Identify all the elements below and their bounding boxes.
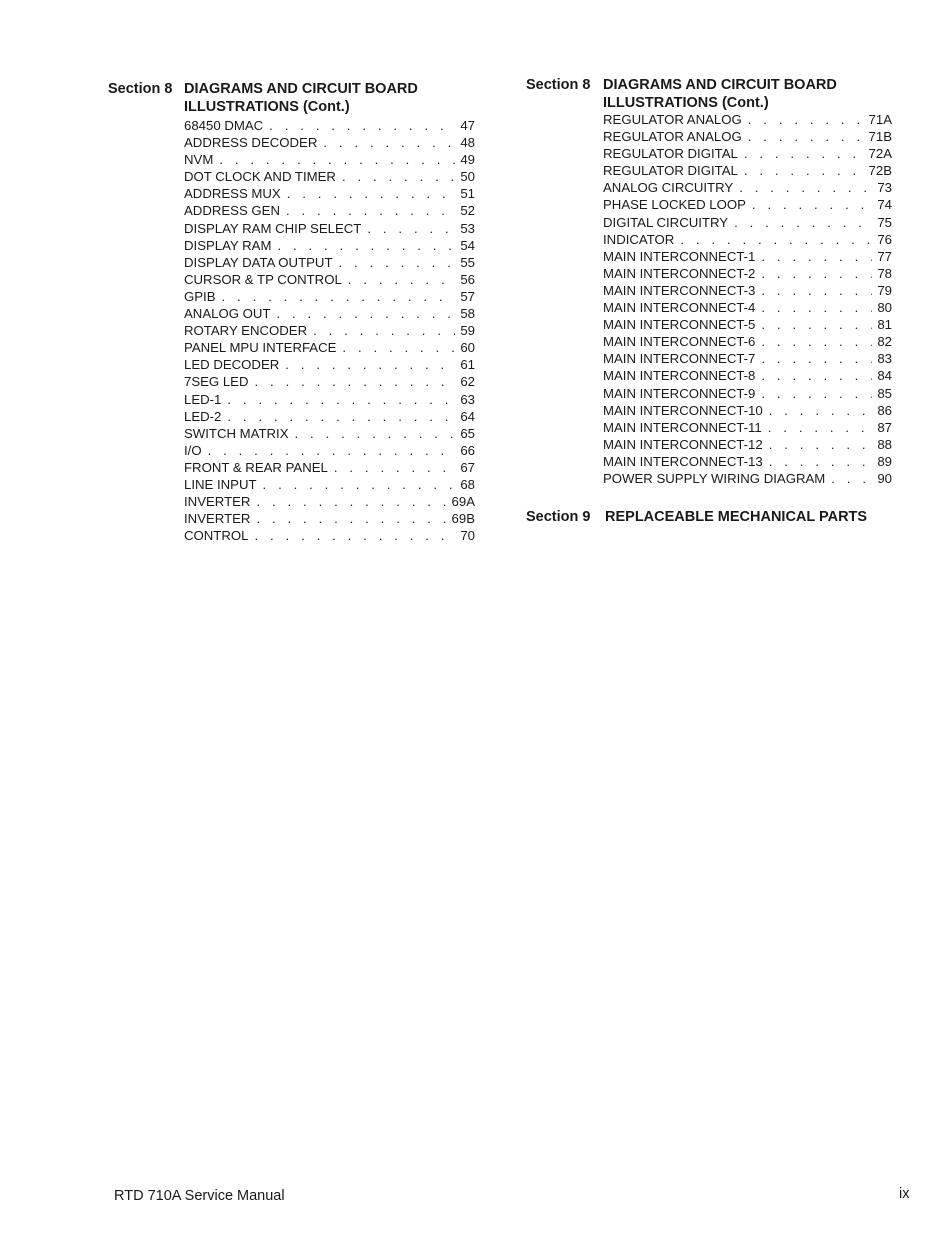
toc-entry-page: 47 xyxy=(460,118,475,133)
right-entry-list xyxy=(603,111,892,487)
toc-entry-title: 68450 DMAC xyxy=(184,118,264,133)
dot-leader xyxy=(748,128,867,145)
toc-entry-title: LINE INPUT xyxy=(184,476,257,492)
toc-entry-page: 79 xyxy=(877,282,892,298)
dot-leader xyxy=(219,151,455,168)
section-title-line2: ILLUSTRATIONS (Cont.) xyxy=(603,95,769,111)
dot-leader xyxy=(831,470,872,487)
toc-entry xyxy=(603,385,892,402)
dot-leader xyxy=(761,248,872,265)
toc-entry xyxy=(603,470,892,487)
toc-entry-page: 70 xyxy=(460,528,475,544)
toc-entry-page: 72B xyxy=(868,163,892,179)
toc-entry-title: DOT CLOCK AND TIMER xyxy=(184,169,336,185)
toc-entry-page: 81 xyxy=(877,317,892,333)
toc-entry-page: 75 xyxy=(877,214,892,230)
dot-leader xyxy=(739,179,872,196)
toc-entry xyxy=(184,168,475,185)
toc-entry-title: DISPLAY DATA OUTPUT xyxy=(184,254,333,270)
toc-entry xyxy=(603,214,892,231)
dot-leader xyxy=(769,436,872,453)
dot-leader xyxy=(208,442,455,459)
toc-entry xyxy=(184,373,475,390)
toc-entry-page: 56 xyxy=(460,271,475,287)
toc-entry xyxy=(603,350,892,367)
toc-entry xyxy=(184,391,475,408)
toc-entry xyxy=(184,527,475,544)
toc-entry-page: 90 xyxy=(877,470,892,486)
toc-entry-page: 76 xyxy=(877,231,892,247)
toc-entry-title: REGULATOR ANALOG xyxy=(603,112,742,127)
section9-title: REPLACEABLE MECHANICAL PARTS xyxy=(605,509,868,526)
toc-entry-page: 66 xyxy=(460,442,475,458)
toc-entry xyxy=(603,162,892,179)
dot-leader xyxy=(680,231,872,248)
dot-leader xyxy=(276,305,455,322)
dot-leader xyxy=(269,117,455,134)
toc-entry xyxy=(603,316,892,333)
toc-entry xyxy=(603,248,892,265)
section-title-line1: DIAGRAMS AND CIRCUIT BOARD xyxy=(603,77,837,93)
dot-leader xyxy=(769,453,872,470)
toc-entry-title: DIGITAL CIRCUITRY xyxy=(603,214,729,230)
right-toc-column xyxy=(526,76,892,526)
toc-entry-title: REGULATOR ANALOG xyxy=(603,129,742,145)
dot-leader xyxy=(287,185,455,202)
toc-entry-page: 60 xyxy=(460,340,475,356)
dot-leader xyxy=(761,367,872,384)
toc-entry-page: 59 xyxy=(460,323,475,339)
toc-entry xyxy=(603,179,892,196)
toc-entry-title: ANALOG CIRCUITRY xyxy=(603,180,734,196)
toc-entry-title: INVERTER xyxy=(184,511,251,527)
left-entry-list xyxy=(184,117,475,544)
toc-entry xyxy=(184,288,475,305)
toc-entry-page: 82 xyxy=(877,334,892,350)
toc-entry-title: FRONT & REAR PANEL xyxy=(184,459,328,475)
dot-leader xyxy=(339,254,455,271)
dot-leader xyxy=(254,527,455,544)
toc-entry-title: I/O xyxy=(184,442,202,458)
toc-entry-title: MAIN INTERCONNECT-11 xyxy=(603,419,762,435)
toc-entry-title: MAIN INTERCONNECT-2 xyxy=(603,265,756,281)
toc-entry xyxy=(603,128,892,145)
dot-leader xyxy=(256,493,449,510)
toc-entry xyxy=(184,442,475,459)
toc-entry xyxy=(184,510,475,527)
toc-entry-title: MAIN INTERCONNECT-7 xyxy=(603,351,756,367)
toc-entry-page: 68 xyxy=(460,476,475,492)
dot-leader xyxy=(769,402,872,419)
left-section-heading xyxy=(108,80,475,116)
dot-leader xyxy=(342,339,455,356)
toc-entry-page: 54 xyxy=(460,237,475,253)
toc-entry-title: INDICATOR xyxy=(603,231,675,247)
dot-leader xyxy=(744,145,867,162)
toc-entry-page: 48 xyxy=(460,135,475,151)
dot-leader xyxy=(761,333,872,350)
toc-entry-page: 55 xyxy=(460,254,475,270)
toc-entry-title: GPIB xyxy=(184,288,216,304)
dot-leader xyxy=(334,459,455,476)
dot-leader xyxy=(348,271,455,288)
left-toc-column xyxy=(108,80,475,544)
toc-entry-title: PHASE LOCKED LOOP xyxy=(603,197,746,213)
dot-leader xyxy=(263,476,455,493)
toc-entry-page: 62 xyxy=(460,374,475,390)
toc-entry-title: PANEL MPU INTERFACE xyxy=(184,340,337,356)
dot-leader xyxy=(222,288,455,305)
toc-entry xyxy=(603,436,892,453)
toc-entry-page: 64 xyxy=(460,408,475,424)
toc-entry xyxy=(184,254,475,271)
toc-entry-title: MAIN INTERCONNECT-1 xyxy=(603,248,756,264)
toc-entry xyxy=(184,271,475,288)
toc-entry-title: MAIN INTERCONNECT-9 xyxy=(603,385,756,401)
section9-heading xyxy=(526,508,892,526)
toc-entry-page: 83 xyxy=(877,351,892,367)
toc-entry-page: 57 xyxy=(460,288,475,304)
toc-entry-title: MAIN INTERCONNECT-3 xyxy=(603,282,756,298)
toc-entry-page: 77 xyxy=(877,248,892,264)
toc-entry xyxy=(603,196,892,213)
toc-entry xyxy=(184,305,475,322)
toc-entry-page: 63 xyxy=(460,391,475,407)
toc-entry-title: CURSOR & TP CONTROL xyxy=(184,271,342,287)
toc-entry xyxy=(184,220,475,237)
toc-entry-title: NVM xyxy=(184,152,214,168)
toc-entry-title: MAIN INTERCONNECT-10 xyxy=(603,402,763,418)
toc-entry-page: 61 xyxy=(460,357,475,373)
toc-entry xyxy=(603,419,892,436)
toc-entry xyxy=(184,425,475,442)
toc-entry-page: 72A xyxy=(868,146,892,162)
section-label: Section 8 xyxy=(526,77,591,93)
dot-leader xyxy=(285,356,455,373)
toc-entry-page: 50 xyxy=(460,169,475,185)
toc-entry-page: 71A xyxy=(868,112,892,127)
toc-entry-page: 84 xyxy=(877,368,892,384)
toc-entry-title: ANALOG OUT xyxy=(184,306,271,322)
toc-entry xyxy=(184,237,475,254)
section-title-line2: ILLUSTRATIONS (Cont.) xyxy=(184,99,350,115)
toc-entry-page: 87 xyxy=(877,419,892,435)
toc-entry-title: REGULATOR DIGITAL xyxy=(603,163,738,179)
toc-entry-title: LED-1 xyxy=(184,391,222,407)
right-section-heading xyxy=(526,76,892,112)
toc-entry-page: 71B xyxy=(868,129,892,145)
dot-leader xyxy=(768,419,872,436)
toc-entry-page: 78 xyxy=(877,265,892,281)
toc-entry-title: MAIN INTERCONNECT-6 xyxy=(603,334,756,350)
toc-entry xyxy=(603,282,892,299)
toc-entry-page: 89 xyxy=(877,453,892,469)
toc-entry-title: MAIN INTERCONNECT-5 xyxy=(603,317,756,333)
toc-entry-page: 69B xyxy=(451,511,475,527)
toc-entry xyxy=(184,476,475,493)
toc-entry xyxy=(184,117,475,134)
toc-entry-page: 85 xyxy=(877,385,892,401)
toc-entry-title: LED-2 xyxy=(184,408,222,424)
dot-leader xyxy=(256,510,449,527)
toc-entry-title: ADDRESS GEN xyxy=(184,203,280,219)
toc-entry-title: INVERTER xyxy=(184,494,251,510)
toc-entry xyxy=(184,322,475,339)
page-number: ix xyxy=(899,1186,910,1202)
toc-entry-page: 86 xyxy=(877,402,892,418)
dot-leader xyxy=(748,111,867,128)
dot-leader xyxy=(295,425,455,442)
section9-label: Section 9 xyxy=(526,509,591,526)
section-label: Section 8 xyxy=(108,81,173,97)
manual-title-footer: RTD 710A Service Manual xyxy=(114,1188,285,1204)
dot-leader xyxy=(734,214,872,231)
toc-entry xyxy=(603,299,892,316)
toc-entry-page: 80 xyxy=(877,300,892,316)
dot-leader xyxy=(342,168,455,185)
toc-entry xyxy=(184,356,475,373)
toc-entry-title: REGULATOR DIGITAL xyxy=(603,146,738,162)
dot-leader xyxy=(761,350,872,367)
toc-entry xyxy=(603,367,892,384)
toc-entry-title: LED DECODER xyxy=(184,357,280,373)
dot-leader xyxy=(761,316,872,333)
toc-entry xyxy=(184,202,475,219)
toc-entry xyxy=(184,134,475,151)
dot-leader xyxy=(744,162,867,179)
toc-entry xyxy=(184,459,475,476)
toc-entry-page: 58 xyxy=(460,306,475,322)
toc-entry xyxy=(184,408,475,425)
dot-leader xyxy=(227,408,455,425)
toc-entry-title: MAIN INTERCONNECT-8 xyxy=(603,368,756,384)
toc-entry-title: DISPLAY RAM xyxy=(184,237,272,253)
toc-entry-title: POWER SUPPLY WIRING DIAGRAM xyxy=(603,470,826,486)
toc-entry xyxy=(184,339,475,356)
dot-leader xyxy=(367,220,455,237)
toc-entry xyxy=(603,402,892,419)
toc-entry-title: MAIN INTERCONNECT-12 xyxy=(603,436,763,452)
toc-entry-title: MAIN INTERCONNECT-13 xyxy=(603,453,763,469)
dot-leader xyxy=(761,299,872,316)
toc-entry xyxy=(184,151,475,168)
toc-entry-page: 49 xyxy=(460,152,475,168)
toc-entry-page: 65 xyxy=(460,425,475,441)
toc-entry-title: MAIN INTERCONNECT-4 xyxy=(603,300,756,316)
dot-leader xyxy=(277,237,455,254)
toc-entry-title: ADDRESS DECODER xyxy=(184,135,318,151)
dot-leader xyxy=(761,282,872,299)
toc-entry xyxy=(603,265,892,282)
toc-entry-page: 51 xyxy=(460,186,475,202)
dot-leader xyxy=(255,373,455,390)
dot-leader xyxy=(752,196,872,213)
dot-leader xyxy=(323,134,455,151)
toc-entry-page: 69A xyxy=(451,494,475,510)
toc-entry xyxy=(603,111,892,128)
toc-entry-title: DISPLAY RAM CHIP SELECT xyxy=(184,220,362,236)
toc-entry-title: ADDRESS MUX xyxy=(184,186,281,202)
dot-leader xyxy=(313,322,455,339)
section-title-line1: DIAGRAMS AND CIRCUIT BOARD xyxy=(184,81,418,97)
toc-entry-page: 52 xyxy=(460,203,475,219)
dot-leader xyxy=(227,391,455,408)
toc-entry xyxy=(603,333,892,350)
toc-entry xyxy=(603,453,892,470)
dot-leader xyxy=(761,385,872,402)
toc-entry-page: 74 xyxy=(877,197,892,213)
toc-entry-page: 88 xyxy=(877,436,892,452)
toc-entry-page: 73 xyxy=(877,180,892,196)
toc-entry xyxy=(184,185,475,202)
toc-entry xyxy=(603,231,892,248)
toc-entry xyxy=(184,493,475,510)
dot-leader xyxy=(761,265,872,282)
toc-entry-page: 53 xyxy=(460,220,475,236)
toc-entry-title: SWITCH MATRIX xyxy=(184,425,289,441)
toc-entry xyxy=(603,145,892,162)
toc-entry-page: 67 xyxy=(460,459,475,475)
dot-leader xyxy=(286,202,455,219)
toc-entry-title: ROTARY ENCODER xyxy=(184,323,308,339)
toc-entry-title: CONTROL xyxy=(184,528,249,544)
toc-entry-title: 7SEG LED xyxy=(184,374,249,390)
